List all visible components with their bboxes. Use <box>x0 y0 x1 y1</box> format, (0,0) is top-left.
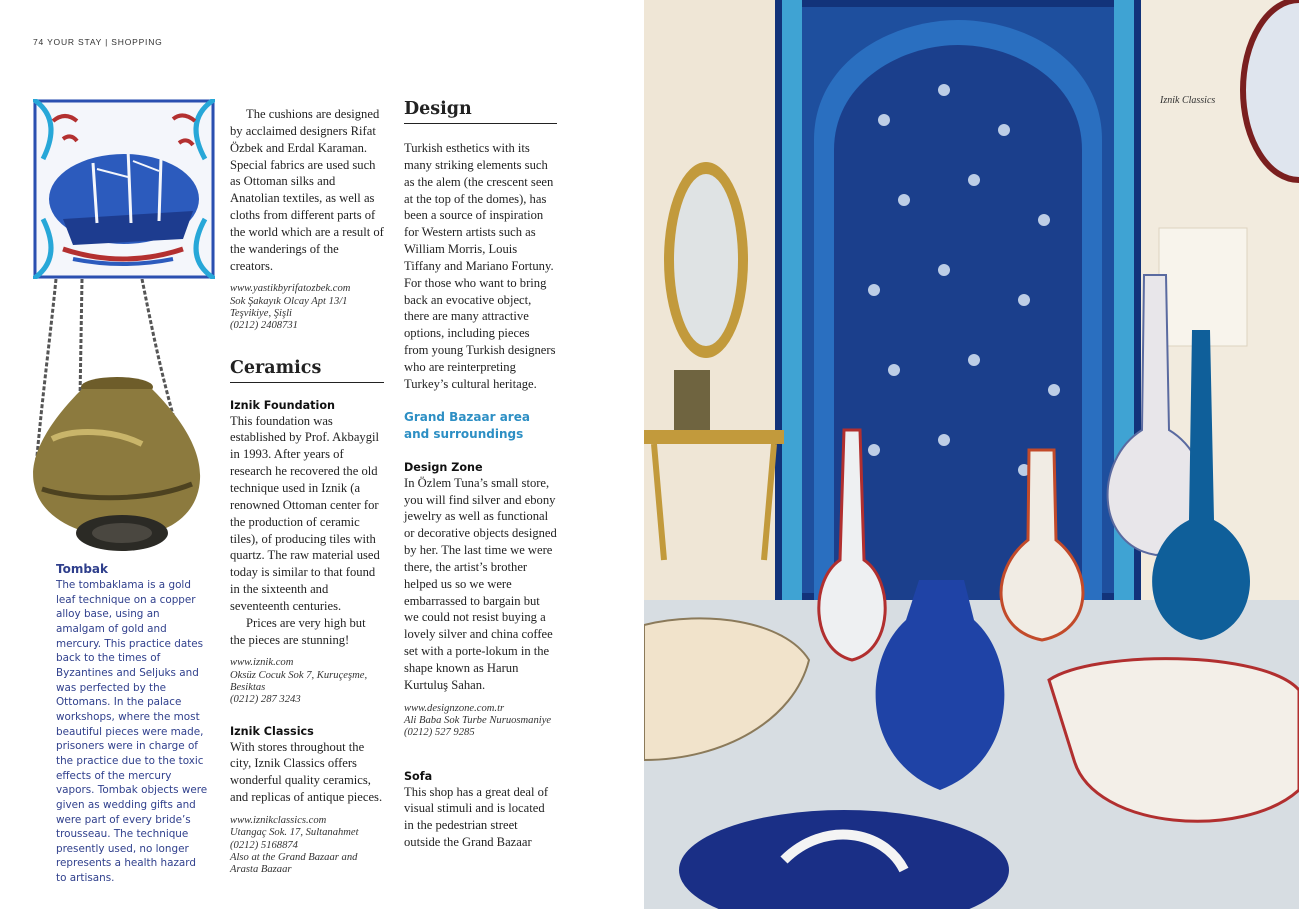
tombak-sidebar <box>56 562 208 886</box>
sidebar-text: The tombaklama is a gold leaf technique on a copper alloy base, using an amalgam of gold and mercury. This practice dates back to the times of Byzantines and Seljuks and was perfected by the Ottomans. In the palace workshops, where the most beautiful pieces were made, prisoners were in charge of the practice due to the toxic effects of the mercury vapors. Tombak objects were given as wedding gifts and were part of every bride’s trousseau. The technique presently used, no longer represents a health hazard to artisans. <box>56 579 208 885</box>
iznik-foundation-address-line: Besiktas <box>230 682 266 694</box>
design-zone-url[interactable]: www.designzone.com.tr <box>404 702 505 714</box>
iznik-foundation-text: This foundation was established by Prof. Akbaygil in 1993. After years of research he recovered the old technique used in Iznik (a renowned Ottoman center for the production of ceramic tiles), of producing tiles with quartz. The raw material used today is similar to that found in the sixteenth and seventeenth centuries. <box>230 413 380 613</box>
iznik-classics-phone: (0212) 5168874 <box>230 839 298 851</box>
iznik-foundation-info <box>230 657 384 706</box>
sidebar-title: Tombak <box>56 562 109 576</box>
column-cushions-ceramics <box>230 106 384 876</box>
iznik-classics-info <box>230 815 384 876</box>
cushions-info <box>230 283 384 332</box>
sofa-title: Sofa <box>404 769 433 783</box>
iznik-classics-photo <box>644 0 1299 909</box>
iznik-foundation-url[interactable]: www.iznik.com <box>230 657 294 669</box>
iznik-foundation-text-2: Prices are very high but the pieces are stunning! <box>230 615 366 647</box>
design-zone-title: Design Zone <box>404 460 483 474</box>
cushions-phone: (0212) 2408731 <box>230 320 298 332</box>
cushions-address-line: Teşvikiye, Şişli <box>230 308 292 320</box>
grand-bazaar-heading: Grand Bazaar area and surroundings <box>404 409 530 441</box>
cushions-address-line: Sok Şakayık Olcay Apt 13/1 <box>230 295 348 307</box>
iznik-foundation-phone: (0212) 287 3243 <box>230 694 301 706</box>
sofa-text: This shop has a great deal of visual stimuli and is located in the pedestrian street outside the Grand Bazaar <box>404 784 549 850</box>
running-head: 74 YOUR STAY | SHOPPING <box>33 37 163 47</box>
design-zone-phone: (0212) 527 9285 <box>404 727 475 739</box>
cushions-url[interactable]: www.yastikbyrifatozbek.com <box>230 283 351 295</box>
photo-caption: Iznik Classics <box>1160 95 1216 106</box>
iznik-foundation-address-line: Oksüz Cocuk Sok 7, Kuruçeşme, <box>230 669 368 681</box>
ceramics-heading: Ceramics <box>230 357 384 383</box>
iznik-classics-title: Iznik Classics <box>230 724 314 738</box>
iznik-foundation-title: Iznik Foundation <box>230 398 336 412</box>
design-text: Turkish esthetics with its many striking elements such as the alem (the crescent seen at the top of the domes), has been a source of inspiration for Western artists such as William Morris, Louis Tiffany and Mariano Fortuny. For those who want to bring back an evocative object, there are many attractive options, including pieces from young Turkish designers who are reinterpreting Turkey’s cultural heritage. <box>404 141 556 391</box>
iznik-classics-address-line: Utangaç Sok. 17, Sultanahmet <box>230 827 359 839</box>
iznik-classics-url[interactable]: www.iznikclassics.com <box>230 815 327 826</box>
column-design <box>404 98 557 851</box>
design-zone-info <box>404 703 557 740</box>
design-zone-address: Ali Baba Sok Turbe Nuruosmaniye <box>404 714 552 726</box>
iznik-classics-note: Also at the Grand Bazaar and <box>230 851 358 863</box>
iznik-tile-image <box>33 99 215 279</box>
iznik-classics-text: With stores throughout the city, Iznik Classics offers wonderful quality ceramics, and replicas of antique pieces. <box>230 739 383 805</box>
iznik-classics-note: Arasta Bazaar <box>230 864 292 876</box>
design-heading: Design <box>404 98 557 124</box>
cushions-text: The cushions are designed by acclaimed designers Rifat Özbek and Erdal Karaman. Special fabrics are used such as Ottoman silks and Anatolian textiles, as well as cloths from different parts of the world which are a result of the wanderings of the creators. <box>230 107 384 273</box>
tombak-vessel-image <box>22 279 202 559</box>
design-zone-text: In Özlem Tuna’s small store, you will find silver and ebony jewelry as well as functional or decorative objects designed by her. The last time we were there, the artist’s brother helped us so we were embarrassed to bargain but we could not resist buying a lovely silver and china coffee set with a porte-lokum in the shape known as Harun Kurtuluş Sahan. <box>404 475 557 692</box>
